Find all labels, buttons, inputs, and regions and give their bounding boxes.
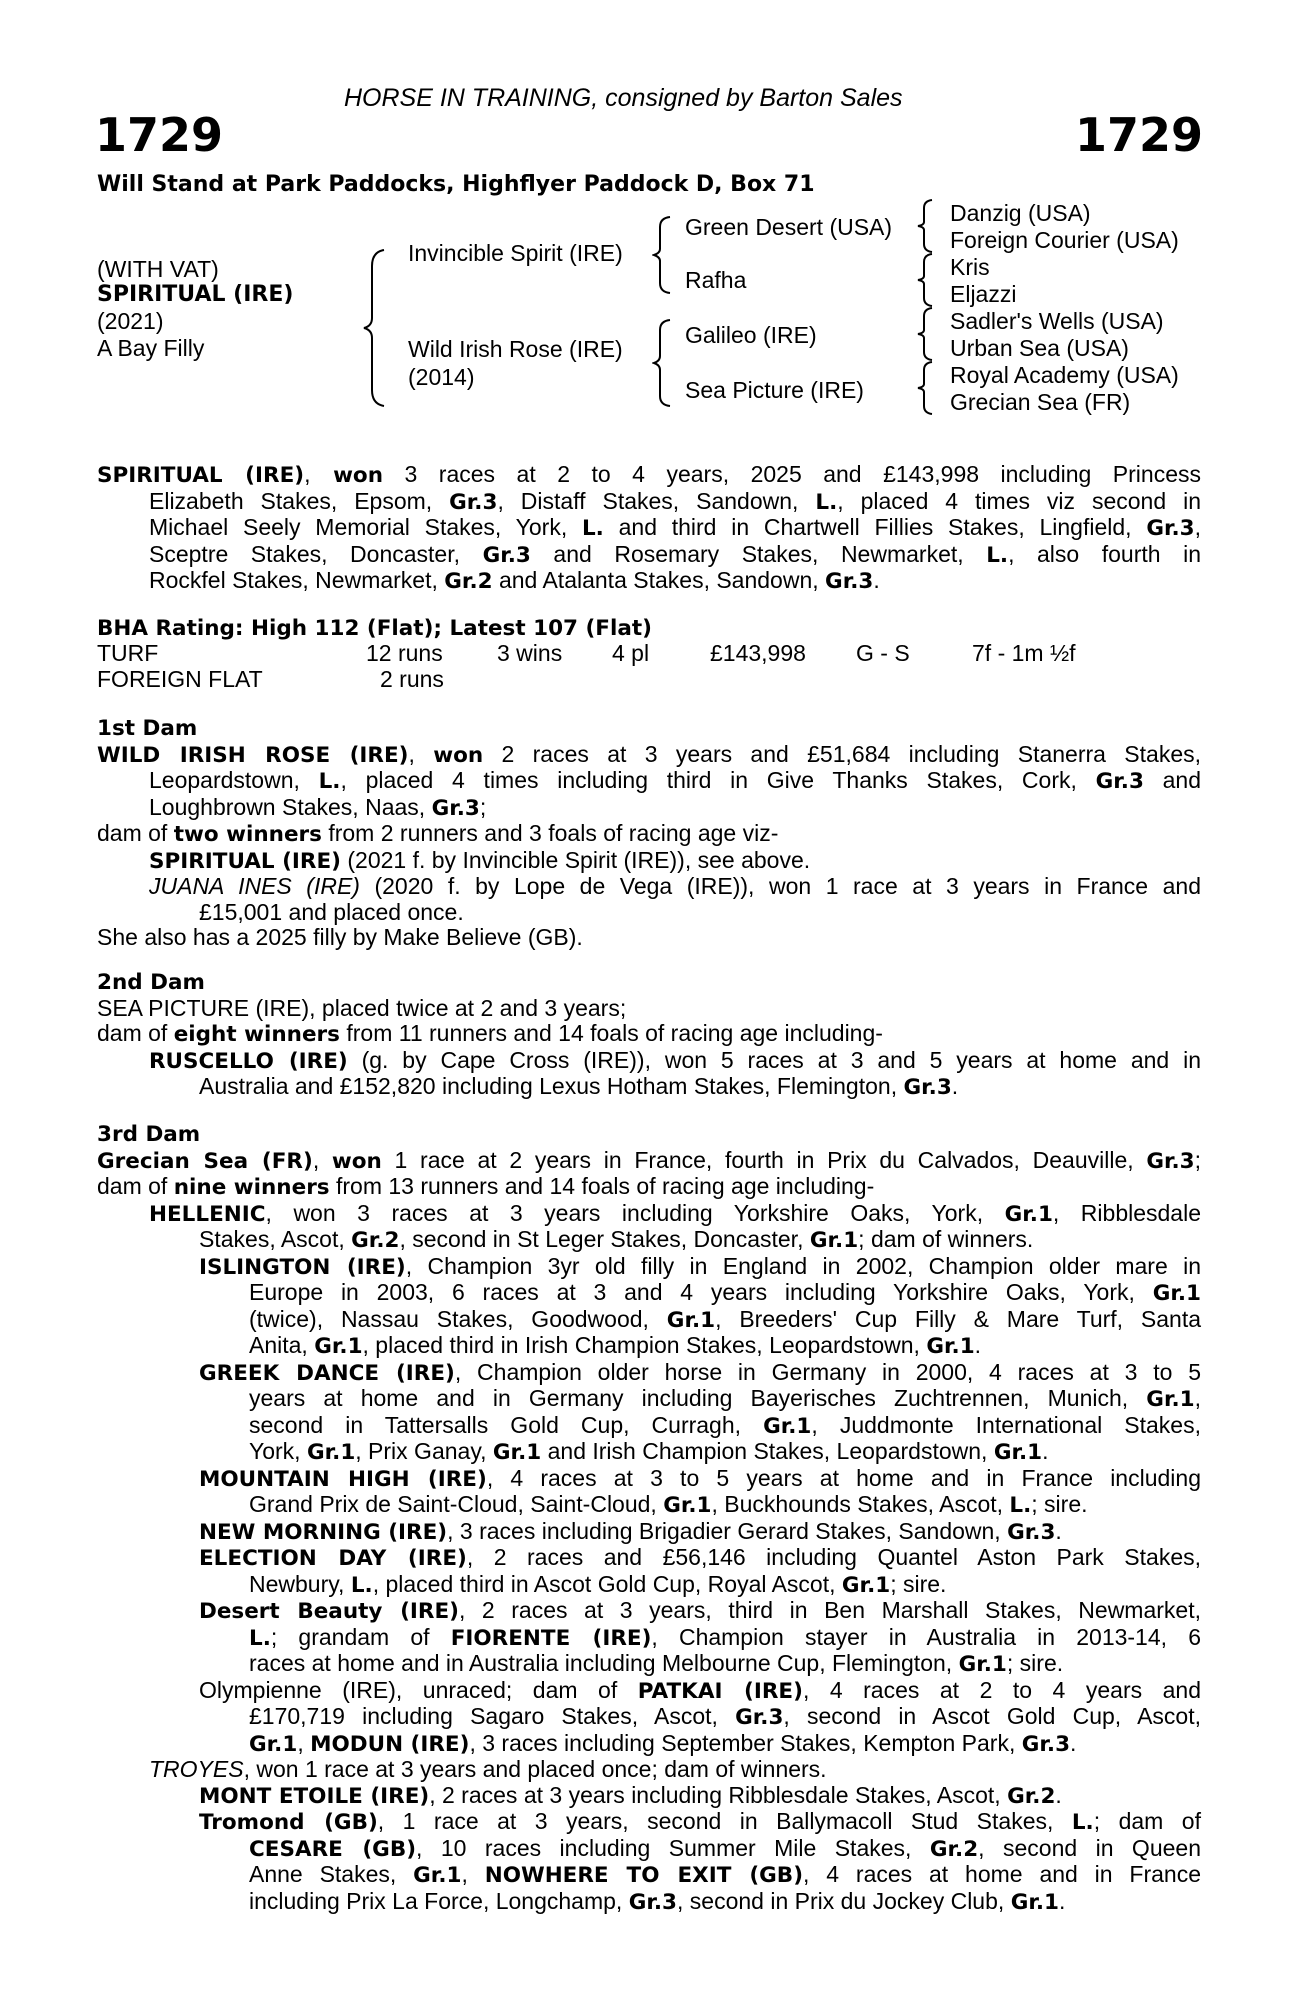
sire-dam-sire: Kris: [950, 254, 990, 280]
text-line: £170,719 including Sagaro Stakes, Ascot, Gr.3, second in Ascot Gold Cup, Ascot,: [249, 1703, 1201, 1730]
bha-rating: BHA Rating: High 112 (Flat); Latest 107 (Flat): [97, 616, 652, 641]
text-line: MOUNTAIN HIGH (IRE), 4 races at 3 to 5 years at home and in France including: [199, 1464, 1201, 1492]
text-line: years at home and in Germany including Bayerisches Zuchtrennen, Munich, Gr.1,: [249, 1385, 1201, 1412]
turf-distance: 7f - 1m ½f: [972, 640, 1076, 666]
text-line: races at home and in Australia including Melbourne Cup, Flemington, Gr.1; sire.: [249, 1650, 1064, 1677]
stand-location: Will Stand at Park Paddocks, Highflyer Paddock D, Box 71: [97, 172, 815, 197]
text-line: Anne Stakes, Gr.1, NOWHERE TO EXIT (GB), 4 races at home and in France: [249, 1861, 1202, 1888]
text-line: TROYES, won 1 race at 3 years and placed once; dam of winners.: [149, 1756, 827, 1782]
horse-description: A Bay Filly: [97, 335, 205, 361]
text-line: Desert Beauty (IRE), 2 races at 3 years, third in Ben Marshall Stakes, Newmarket,: [199, 1597, 1201, 1624]
dam-year: (2014): [408, 364, 475, 390]
turf-label: TURF: [97, 640, 159, 666]
text-line: York, Gr.1, Prix Ganay, Gr.1 and Irish Champion Stakes, Leopardstown, Gr.1.: [249, 1438, 1049, 1465]
turf-prize-money: £143,998: [710, 640, 806, 666]
brace-sire: [652, 215, 680, 295]
section-heading: 2nd Dam: [97, 970, 205, 995]
text-line: Europe in 2003, 6 races at 3 and 4 years including Yorkshire Oaks, York, Gr.1: [249, 1279, 1201, 1306]
sire-sire-dam: Foreign Courier (USA): [950, 227, 1179, 253]
text-line: dam of nine winners from 13 runners and 14 foals of racing age including-: [97, 1173, 875, 1200]
text-line: CESARE (GB), 10 races including Summer Mile Stakes, Gr.2, second in Queen: [249, 1834, 1201, 1862]
text-line: GREEK DANCE (IRE), Champion older horse in Germany in 2000, 4 races at 3 to 5: [199, 1358, 1201, 1386]
lot-number-left: 1729: [95, 108, 224, 162]
brace-dam: [652, 318, 680, 408]
text-line: HELLENIC, won 3 races at 3 years including Yorkshire Oaks, York, Gr.1, Ribblesdale: [149, 1199, 1201, 1227]
dam-dam-dam: Grecian Sea (FR): [950, 389, 1131, 415]
text-line: Australia and £152,820 including Lexus Hotham Stakes, Flemington, Gr.3.: [199, 1073, 959, 1100]
text-line: SPIRITUAL (IRE) (2021 f. by Invincible Spirit (IRE)), see above.: [149, 846, 811, 874]
text-line: WILD IRISH ROSE (IRE), won 2 races at 3 years and £51,684 including Stanerra Stakes,: [97, 740, 1201, 768]
text-line: Gr.1, MODUN (IRE), 3 races including September Stakes, Kempton Park, Gr.3.: [249, 1729, 1077, 1757]
dam-sire-dam: Urban Sea (USA): [950, 335, 1129, 361]
foreign-flat-runs: 2 runs: [380, 666, 444, 692]
summary-line: SPIRITUAL (IRE), won 3 races at 2 to 4 years, 2025 and £143,998 including Princess: [97, 461, 1201, 488]
text-line: Leopardstown, L., placed 4 times including third in Give Thanks Stakes, Cork, Gr.3 and: [149, 767, 1201, 794]
section-heading: 1st Dam: [97, 716, 198, 741]
brace-horse: [362, 248, 392, 408]
text-line: (twice), Nassau Stakes, Goodwood, Gr.1, Breeders' Cup Filly & Mare Turf, Santa: [249, 1305, 1201, 1333]
brace-ss: [916, 198, 940, 254]
text-line: Grecian Sea (FR), won 1 race at 2 years in France, fourth in Prix du Calvados, Deauville, Gr.3;: [97, 1146, 1202, 1174]
horse-year: (2021): [97, 308, 164, 334]
sire-dam: Rafha: [685, 267, 747, 293]
second-dam-section: [97, 970, 1201, 1101]
text-line: ISLINGTON (IRE), Champion 3yr old filly in England in 2002, Champion older mare in: [199, 1252, 1201, 1280]
brace-ds: [916, 306, 940, 362]
consignment-line: HORSE IN TRAINING, consigned by Barton Sales: [344, 84, 903, 112]
text-line: Loughbrown Stakes, Naas, Gr.3;: [149, 793, 487, 821]
dam-sire: Galileo (IRE): [685, 322, 817, 348]
text-line: She also has a 2025 filly by Make Believe (GB).: [97, 924, 583, 950]
brace-dd: [916, 360, 940, 416]
section-heading: 3rd Dam: [97, 1122, 201, 1147]
text-line: JUANA INES (IRE) (2020 f. by Lope de Vega (IRE)), won 1 race at 3 years in France and: [149, 873, 1202, 899]
vat-note: (WITH VAT): [97, 256, 219, 282]
text-line: Grand Prix de Saint-Cloud, Saint-Cloud, Gr.1, Buckhounds Stakes, Ascot, L.; sire.: [249, 1491, 1088, 1518]
summary-line: Michael Seely Memorial Stakes, York, L. and third in Chartwell Fillies Stakes, Lingfield, Gr.3,: [149, 514, 1202, 541]
brace-sd: [916, 252, 940, 308]
dam-dam-sire: Royal Academy (USA): [950, 362, 1179, 388]
text-line: Olympienne (IRE), unraced; dam of PATKAI (IRE), 4 races at 2 to 4 years and: [199, 1676, 1201, 1704]
summary-line: Rockfel Stakes, Newmarket, Gr.2 and Atalanta Stakes, Sandown, Gr.3.: [149, 567, 880, 594]
text-line: L.; grandam of FIORENTE (IRE), Champion stayer in Australia in 2013-14, 6: [249, 1623, 1201, 1651]
lot-number-right: 1729: [1074, 108, 1203, 162]
dam-sire-sire: Sadler's Wells (USA): [950, 308, 1164, 334]
dam-dam: Sea Picture (IRE): [685, 377, 864, 403]
sire-sire: Green Desert (USA): [685, 214, 893, 240]
text-line: NEW MORNING (IRE), 3 races including Brigadier Gerard Stakes, Sandown, Gr.3.: [199, 1517, 1062, 1545]
third-dam-section: [97, 1122, 1201, 1915]
text-line: ELECTION DAY (IRE), 2 races and £56,146 including Quantel Aston Park Stakes,: [199, 1544, 1201, 1571]
text-line: Stakes, Ascot, Gr.2, second in St Leger Stakes, Doncaster, Gr.1; dam of winners.: [199, 1226, 1034, 1253]
text-line: RUSCELLO (IRE) (g. by Cape Cross (IRE)), won 5 races at 3 and 5 years at home and in: [149, 1046, 1201, 1074]
text-line: second in Tattersalls Gold Cup, Curragh, Gr.1, Juddmonte International Stakes,: [249, 1411, 1201, 1439]
text-line: Anita, Gr.1, placed third in Irish Champion Stakes, Leopardstown, Gr.1.: [249, 1332, 982, 1359]
race-summary: [97, 462, 1201, 595]
turf-wins: 3 wins: [497, 640, 563, 666]
sire-sire-sire: Danzig (USA): [950, 200, 1091, 226]
foreign-flat-label: FOREIGN FLAT: [97, 666, 263, 692]
text-line: £15,001 and placed once.: [199, 898, 464, 925]
sire-name: Invincible Spirit (IRE): [408, 240, 623, 266]
dam-name: Wild Irish Rose (IRE): [408, 336, 623, 362]
summary-line: Elizabeth Stakes, Epsom, Gr.3, Distaff Stakes, Sandown, L., placed 4 times viz second in: [149, 487, 1201, 515]
sire-dam-dam: Eljazzi: [950, 281, 1017, 307]
text-line: dam of two winners from 2 runners and 3 foals of racing age viz-: [97, 820, 779, 847]
turf-runs: 12 runs: [366, 640, 443, 666]
turf-placed: 4 pl: [612, 640, 650, 666]
summary-line: Sceptre Stakes, Doncaster, Gr.3 and Rosemary Stakes, Newmarket, L., also fourth in: [149, 540, 1201, 568]
text-line: dam of eight winners from 11 runners and 14 foals of racing age including-: [97, 1020, 883, 1047]
text-line: Tromond (GB), 1 race at 3 years, second in Ballymacoll Stud Stakes, L.; dam of: [199, 1808, 1201, 1835]
text-line: MONT ETOILE (IRE), 2 races at 3 years including Ribblesdale Stakes, Ascot, Gr.2.: [199, 1781, 1062, 1809]
first-dam-section: [97, 716, 1201, 951]
turf-going: G - S: [856, 640, 910, 666]
text-line: SEA PICTURE (IRE), placed twice at 2 and 3 years;: [97, 994, 627, 1021]
horse-name: SPIRITUAL (IRE): [97, 282, 294, 307]
text-line: including Prix La Force, Longchamp, Gr.3, second in Prix du Jockey Club, Gr.1.: [249, 1887, 1066, 1915]
text-line: Newbury, L., placed third in Ascot Gold Cup, Royal Ascot, Gr.1; sire.: [249, 1570, 947, 1598]
